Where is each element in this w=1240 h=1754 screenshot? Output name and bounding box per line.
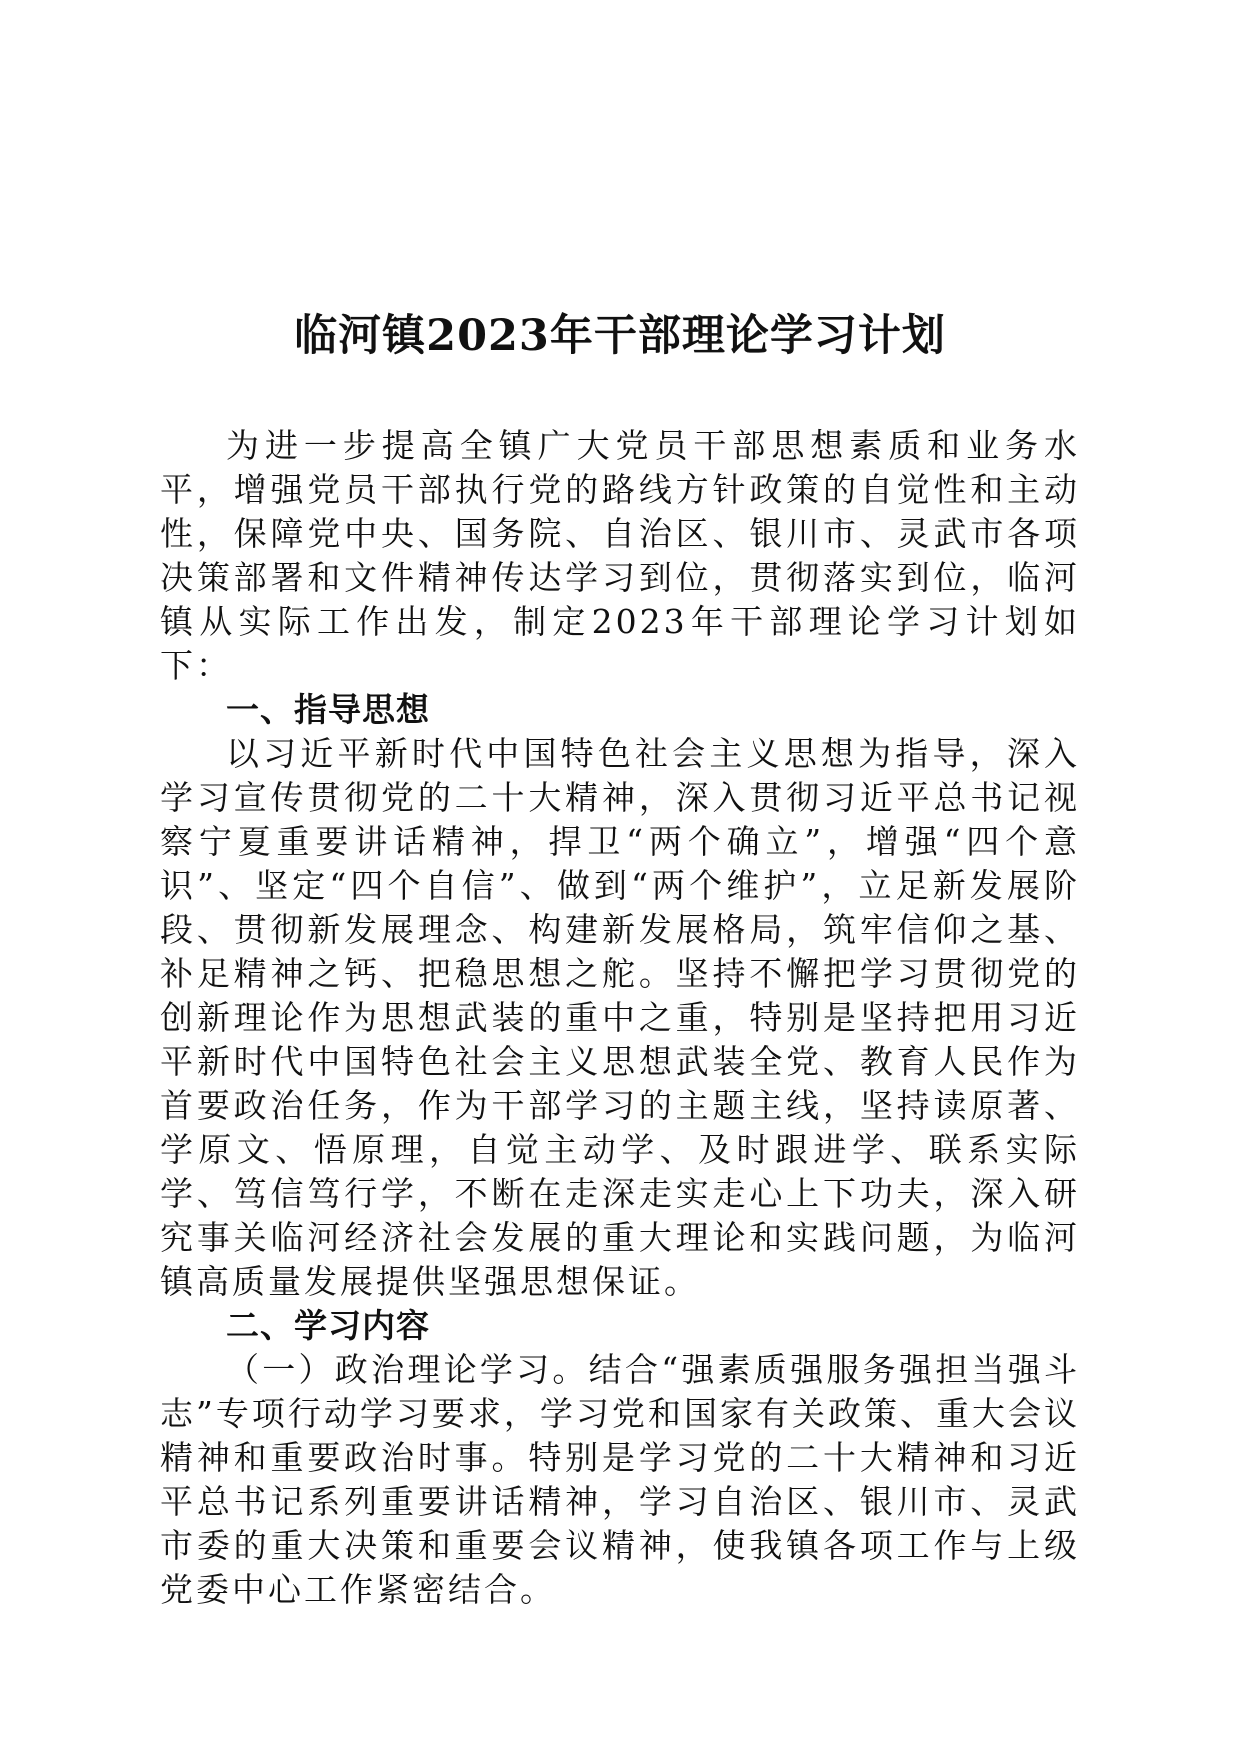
- section-heading-guiding-thought: 一、指导思想: [226, 690, 430, 729]
- document-title: 临河镇2023年干部理论学习计划: [294, 311, 946, 361]
- guiding-thought-paragraph: 以习近平新时代中国特色社会主义思想为指导，深入学习宣传贯彻党的二十大精神，深入贯彻习近平总书记视察宁夏重要讲话精神，捍卫“两个确立”，增强“四个意识”、坚定“四个自信”、做到“两个维护”，立足新发展阶段、贯彻新发展理念、构建新发展格局，筑牢信仰之基、补足精神之钙、把稳思想之舵。坚持不懈把学习贯彻党的创新理论作为思想武装的重中之重，特别是坚持把用习近平新时代中国特色社会主义思想武装全党、教育人民作为首要政治任务，作为干部学习的主题主线，坚持读原著、学原文、悟原理，自觉主动学、及时跟进学、联系实际学、笃信笃行学，不断在走深走实走心上下功夫，深入研究事关临河经济社会发展的重大理论和实践问题，为临河镇高质量发展提供坚强思想保证。: [160, 734, 1080, 1301]
- document-body: [160, 424, 1080, 1612]
- study-content-paragraph: （一）政治理论学习。结合“强素质强服务强担当强斗志”专项行动学习要求，学习党和国家有关政策、重大会议精神和重要政治时事。特别是学习党的二十大精神和习近平总书记系列重要讲话精神，学习自治区、银川市、灵武市委的重大决策和重要会议精神，使我镇各项工作与上级党委中心工作紧密结合。: [160, 1350, 1080, 1609]
- section-heading-study-content: 二、学习内容: [226, 1306, 430, 1345]
- intro-paragraph: 为进一步提高全镇广大党员干部思想素质和业务水平，增强党员干部执行党的路线方针政策的自觉性和主动性，保障党中央、国务院、自治区、银川市、灵武市各项决策部署和文件精神传达学习到位，贯彻落实到位，临河镇从实际工作出发，制定2023年干部理论学习计划如下：: [160, 426, 1080, 685]
